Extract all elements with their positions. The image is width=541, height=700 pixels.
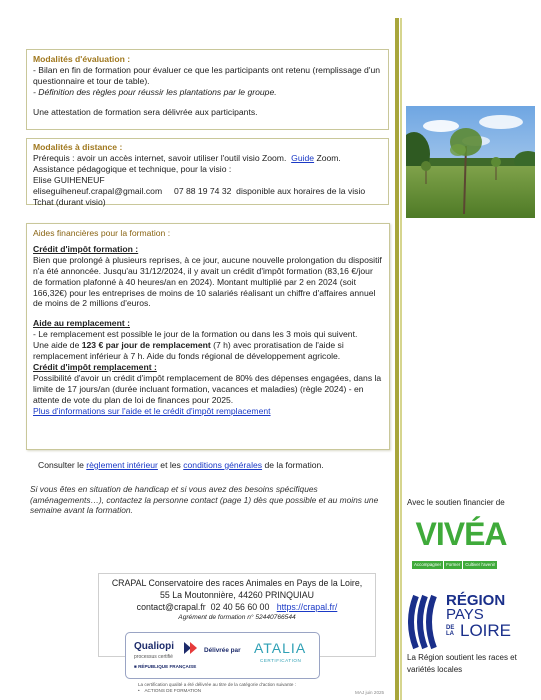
atalia-logo: ATALIA — [254, 640, 307, 656]
evaluation-title: Modalités d'évaluation : — [33, 54, 131, 64]
qualiopi-brand: Qualiopi — [134, 641, 174, 652]
remote-prereq: Prérequis : avoir un accès internet, savoir utiliser l'outil visio Zoom. — [33, 152, 287, 163]
qualiopi-arrows-icon — [184, 642, 200, 654]
vivea-logo — [410, 514, 512, 572]
evaluation-line-3: Une attestation de formation sera délivrée aux participants. — [33, 106, 258, 117]
aid-box — [26, 223, 390, 450]
replacement-text-2 — [33, 340, 383, 362]
qualiopi-republic-text: RÉPUBLIQUE FRANÇAISE — [138, 664, 197, 669]
consult-post: de la formation. — [264, 460, 324, 470]
remote-contact-line: eliseguiheneuf.crapal@gmail.com 07 88 19 74 32 disponible aux horaires de la visio — [33, 185, 366, 196]
certification-note — [138, 682, 296, 693]
sidebar-divider — [395, 18, 399, 700]
more-info-link[interactable]: Plus d'informations sur l'aide et le crédit d'impôt remplacement — [33, 405, 271, 416]
evaluation-box — [26, 49, 389, 130]
handicap-note: Si vous êtes en situation de handicap et si vous avez des besoins spécifiques (aménagements…), contactez la personne contact (page 1) dès que possible et au moins une semaine avant la formation. — [30, 484, 379, 516]
remote-guide-tail: Zoom. — [316, 152, 341, 163]
qualiopi-sub: processus certifié — [134, 654, 173, 660]
aid-title: Aides financières pour la formation : — [33, 228, 171, 238]
replacement-text-2-pre: Une aide de — [33, 340, 80, 351]
region-line-1: RÉGION — [446, 592, 506, 609]
contact-website-link[interactable]: https://crapal.fr/ — [276, 601, 338, 612]
vivea-tag-3: Cultiver l'avenir — [465, 562, 496, 567]
vivea-wordmark: VIVÉA — [415, 516, 507, 552]
cert-note-line-2: • ACTIONS DE FORMATION — [138, 687, 202, 693]
evaluation-line-1: - Bilan en fin de formation pour évaluer ce que les participants ont retenu (remplissage d'un questionnaire et tour de table). — [33, 64, 381, 86]
contact-line-3 — [99, 602, 375, 614]
support-text: Avec le soutien financier de — [407, 498, 505, 507]
remote-name: Elise GUIHENEUF — [33, 174, 105, 185]
contact-line-2: 55 La Moutonnière, 44260 PRINQUIAU — [159, 589, 315, 600]
vivea-tag-2: Former — [446, 562, 461, 567]
remote-chat: Tchat (durant visio) — [33, 196, 106, 207]
sidebar-divider-light — [400, 18, 402, 700]
region-line-3: DE LA — [446, 624, 455, 637]
region-line-4: LOIRE — [460, 620, 512, 640]
credit-replacement-text: Possibilité d'avoir un crédit d'impôt remplacement de 80% des dépenses engagées, dans la limite de 17 jours/an (durée incluant formation, vacances et maladies) (règle 2024) - en attente de vote du plan de loi de finances pour 2025. — [33, 372, 382, 405]
zoom-guide-link[interactable]: Guide — [291, 152, 315, 163]
atalia-sub: CERTIFICATION — [260, 658, 302, 663]
vivea-tag-1: Accompagner — [414, 562, 442, 567]
remote-assist: Assistance pédagogique et technique, pour la visio : — [33, 163, 232, 174]
region-logo — [408, 594, 528, 650]
region-support-text: La Région soutient les races et variétés locales — [407, 653, 517, 674]
replacement-amount: 123 € par jour de remplacement — [81, 340, 211, 351]
replacement-title: Aide au remplacement : — [33, 318, 130, 329]
replacement-text-2-post: (7 h) avec proratisation de l'aide si remplacement inférieur à 7 h. Aide du fonds régional de développement agricole. — [33, 340, 344, 362]
replacement-text-1: - Le remplacement est possible le jour de la formation ou dans les 3 mois qui suivent. — [33, 329, 358, 340]
general-conditions-link[interactable]: conditions générales — [183, 460, 263, 470]
evaluation-line-2: - Définition des règles pour réussir les plantations par le groupe. — [33, 86, 277, 97]
credit-text: Bien que prolongé à plusieurs reprises, à ce jour, aucune nouvelle prolongation du dispositif n'a été annoncée. Jusqu'au 31/12/2024, il y avait un crédit d'impôt formation (83,16 €/jour de formation plafonné à 40 heures/an en 2024). Montant multiplié par 2 en 2024 (soit 166,32€) pour les entreprises de moins de 10 salariés réalisant un chiffre d'affaires annuel de moins de 2 millions d'euros. — [33, 254, 382, 309]
contact-line-1: CRAPAL Conservatoire des races Animales en Pays de la Loire, — [111, 578, 363, 588]
remote-box — [26, 138, 389, 205]
contact-email[interactable]: contact@crapal.fr — [136, 601, 206, 612]
contact-phone: 02 40 56 60 00 — [210, 601, 270, 612]
qualiopi-republic: ■ RÉPUBLIQUE FRANÇAISE — [134, 664, 197, 669]
credit-replacement-title: Crédit d'impôt remplacement : — [33, 361, 157, 372]
cert-note-line-1: La certification qualité a été délivrée au titre de la catégorie d'action suivante : — [138, 682, 296, 687]
internal-rules-link[interactable]: règlement intérieur — [86, 460, 158, 470]
consult-mid: et les — [160, 460, 181, 470]
contact-agrement: Agrément de formation n° 52440766544 — [178, 613, 296, 621]
consult-pre: Consulter le — [38, 460, 84, 470]
qualiopi-delivered: Délivrée par — [204, 647, 241, 654]
region-arcs-icon — [408, 594, 442, 650]
qualiopi-logo — [125, 632, 320, 679]
version-label: MAJ juin 2025 — [355, 690, 385, 695]
remote-prereq-line — [33, 153, 382, 164]
consult-line — [38, 460, 324, 471]
region-line-2: PAYS — [446, 606, 484, 624]
credit-title: Crédit d'impôt formation : — [33, 243, 139, 254]
orchard-photo — [406, 106, 535, 218]
remote-title: Modalités à distance : — [33, 142, 123, 152]
